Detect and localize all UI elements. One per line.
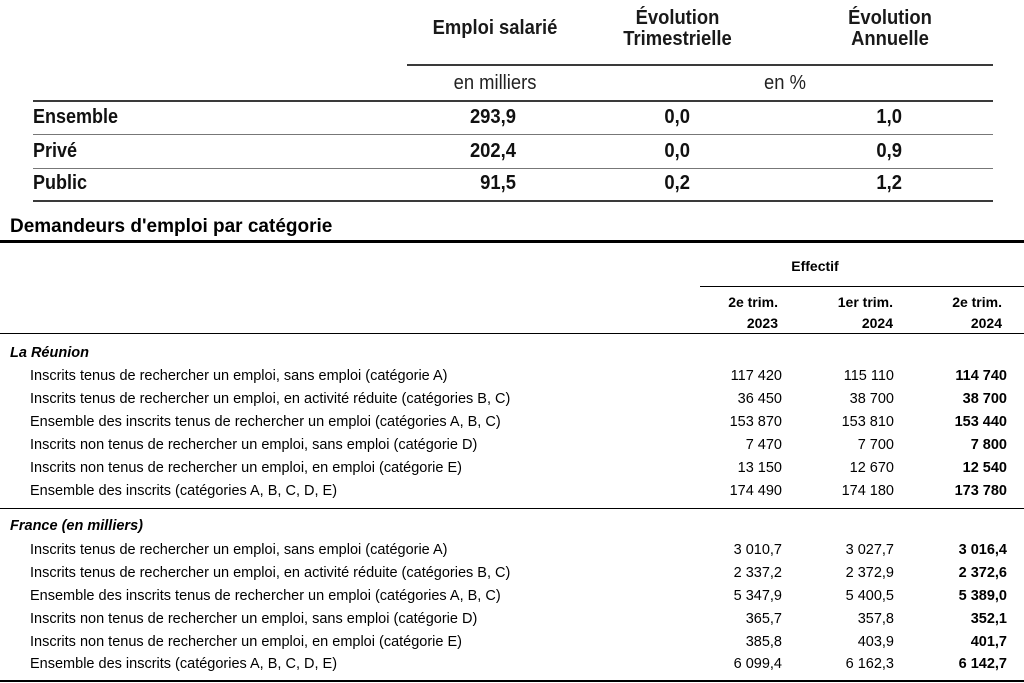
value-2e-trim-2023: 174 490 [729, 483, 782, 499]
table-bottom-rule [0, 680, 1024, 682]
value-2e-trim-2024: 401,7 [970, 634, 1007, 650]
row-label: Inscrits non tenus de rechercher un emploi, sans emploi (catégorie D) [30, 611, 478, 627]
value-2e-trim-2024: 2 372,6 [958, 565, 1007, 581]
value-2e-trim-2024: 352,1 [970, 611, 1007, 627]
value-2e-trim-2024: 6 142,7 [958, 656, 1007, 672]
value-1er-trim-2024: 12 670 [849, 460, 894, 476]
value-2e-trim-2023: 365,7 [745, 611, 782, 627]
value-2e-trim-2024: 5 389,0 [958, 588, 1007, 604]
column-header-line2: 2024 [861, 315, 893, 331]
value-2e-trim-2024: 173 780 [954, 483, 1007, 499]
row-rule [33, 168, 993, 169]
header-evolution-ann-line1: Évolution [848, 7, 932, 29]
value-2e-trim-2024: 153 440 [954, 414, 1007, 430]
header-evolution-annuelle [816, 8, 963, 50]
value-1er-trim-2024: 2 372,9 [845, 565, 894, 581]
row-label: Ensemble [33, 106, 119, 128]
value-2e-trim-2024: 38 700 [962, 391, 1007, 407]
value-trimestrielle: 0,0 [664, 106, 690, 128]
header-evolution-trim-line2: Trimestrielle [623, 28, 732, 50]
header-evolution-trimestrielle [606, 8, 749, 50]
column-header-1er-trim-2024 [800, 292, 893, 334]
row-label: Inscrits tenus de rechercher un emploi, en activité réduite (catégories B, C) [30, 565, 511, 581]
value-2e-trim-2024: 7 800 [970, 437, 1007, 453]
group-title-france: France (en milliers) [10, 518, 143, 534]
value-emploi: 91,5 [480, 172, 516, 194]
column-header-line1: 2e trim. [728, 294, 778, 310]
row-label: Inscrits tenus de rechercher un emploi, sans emploi (catégorie A) [30, 368, 448, 384]
header-rule [407, 64, 993, 66]
value-annuelle: 1,0 [876, 106, 902, 128]
value-1er-trim-2024: 357,8 [857, 611, 894, 627]
value-2e-trim-2023: 5 347,9 [733, 588, 782, 604]
value-emploi: 293,9 [469, 106, 516, 128]
value-1er-trim-2024: 6 162,3 [845, 656, 894, 672]
value-annuelle: 0,9 [876, 140, 902, 162]
value-2e-trim-2024: 12 540 [962, 460, 1007, 476]
value-2e-trim-2023: 3 010,7 [733, 542, 782, 558]
row-label: Inscrits non tenus de rechercher un emploi, sans emploi (catégorie D) [30, 437, 478, 453]
value-2e-trim-2023: 153 870 [729, 414, 782, 430]
column-header-line1: 2e trim. [952, 294, 1002, 310]
value-1er-trim-2024: 38 700 [849, 391, 894, 407]
row-label: Ensemble des inscrits tenus de rechercher un emploi (catégories A, B, C) [30, 588, 501, 604]
unit-en-milliers: en milliers [453, 72, 537, 94]
row-label: Ensemble des inscrits tenus de rechercher un emploi (catégories A, B, C) [30, 414, 501, 430]
row-label: Inscrits tenus de rechercher un emploi, en activité réduite (catégories B, C) [30, 391, 511, 407]
value-2e-trim-2023: 13 150 [737, 460, 782, 476]
value-2e-trim-2023: 385,8 [745, 634, 782, 650]
row-label: Ensemble des inscrits (catégories A, B, C, D, E) [30, 483, 338, 499]
value-2e-trim-2023: 6 099,4 [733, 656, 782, 672]
value-2e-trim-2023: 117 420 [730, 368, 782, 384]
unit-en-pourcent: en % [764, 72, 806, 94]
group-rule [0, 508, 1024, 509]
emploi-salarie-table [0, 0, 1024, 210]
units-rule [33, 100, 993, 102]
row-label: Inscrits non tenus de rechercher un emploi, en emploi (catégorie E) [30, 634, 462, 650]
value-2e-trim-2023: 7 470 [745, 437, 782, 453]
header-effectif: Effectif [791, 258, 839, 274]
column-header-2e-trim-2023 [690, 292, 778, 334]
row-label: Privé [33, 140, 78, 162]
value-emploi: 202,4 [469, 140, 516, 162]
row-label: Public [33, 172, 88, 194]
value-1er-trim-2024: 174 180 [841, 483, 894, 499]
column-header-line2: 2024 [970, 315, 1002, 331]
row-label: Inscrits tenus de rechercher un emploi, sans emploi (catégorie A) [30, 542, 448, 558]
column-header-line1: 1er trim. [837, 294, 893, 310]
title-rule [0, 240, 1024, 243]
value-annuelle: 1,2 [876, 172, 902, 194]
row-label: Inscrits non tenus de rechercher un emploi, en emploi (catégorie E) [30, 460, 462, 476]
column-header-2e-trim-2024 [910, 292, 1002, 334]
group-title-la-reunion: La Réunion [10, 345, 89, 361]
demandeurs-emploi-title: Demandeurs d'emploi par catégorie [10, 216, 333, 237]
value-2e-trim-2023: 36 450 [737, 391, 782, 407]
value-2e-trim-2023: 2 337,2 [733, 565, 782, 581]
value-1er-trim-2024: 5 400,5 [845, 588, 894, 604]
value-1er-trim-2024: 3 027,7 [845, 542, 894, 558]
bottom-rule [33, 200, 993, 202]
effectif-rule [700, 286, 1024, 287]
value-1er-trim-2024: 115 110 [843, 368, 894, 384]
header-evolution-trim-line1: Évolution [635, 7, 720, 29]
value-1er-trim-2024: 403,9 [857, 634, 894, 650]
value-2e-trim-2024: 114 740 [955, 368, 1007, 384]
header-evolution-ann-line2: Annuelle [851, 28, 929, 50]
value-trimestrielle: 0,2 [664, 172, 690, 194]
value-1er-trim-2024: 153 810 [841, 414, 894, 430]
column-header-line2: 2023 [746, 315, 778, 331]
value-2e-trim-2024: 3 016,4 [958, 542, 1007, 558]
value-trimestrielle: 0,0 [664, 140, 690, 162]
value-1er-trim-2024: 7 700 [857, 437, 894, 453]
header-rule [0, 333, 1024, 334]
header-emploi-salarie: Emploi salarié [432, 17, 558, 39]
row-rule [33, 134, 993, 135]
row-label: Ensemble des inscrits (catégories A, B, C, D, E) [30, 656, 338, 672]
